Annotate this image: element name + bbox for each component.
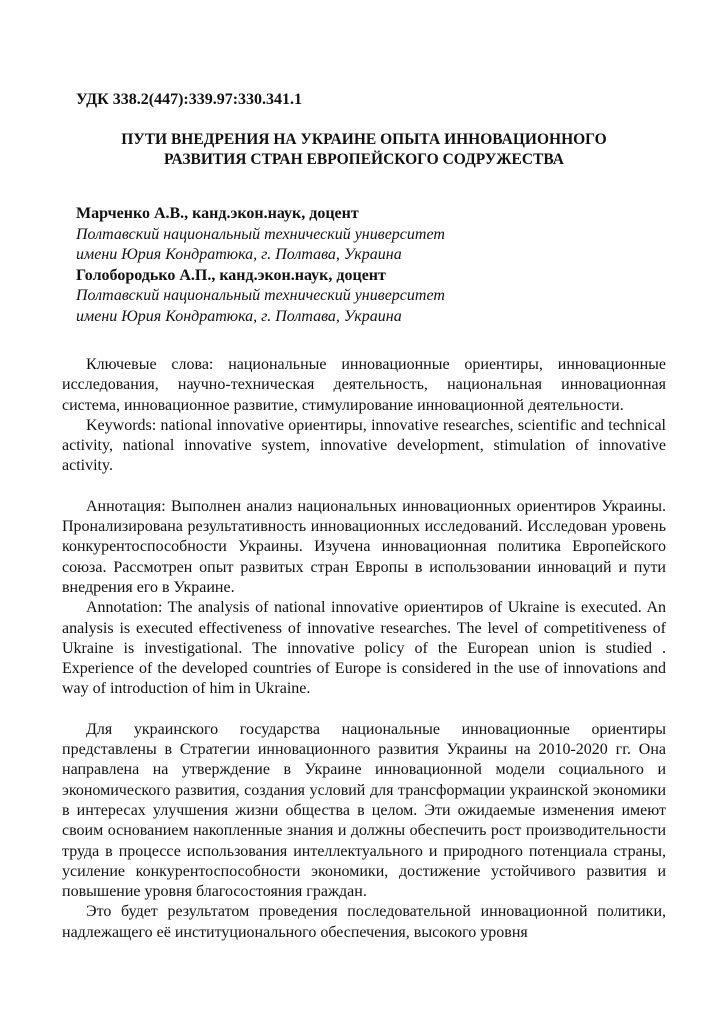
title-line-1: ПУТИ ВНЕДРЕНИЯ НА УКРАИНЕ ОПЫТА ИННОВАЦИОННОГО [121,131,607,148]
author-2-affiliation-line-2: имени Юрия Кондратюка, г. Полтава, Украина [76,307,402,325]
author-1-affiliation-line-2: имени Юрия Кондратюка, г. Полтава, Украина [76,246,402,263]
abstract-en: Annotation: The analysis of national innovative ориентиров of Ukraine is executed. An analysis is executed effectiveness of innovative researches. The level of competitiveness of Ukraine is investigational. The innovative policy of the European union is studied . Experience of the developed countries of Europe is considered in the use of innovations and way of introduction of him in Ukraine. [62,599,666,698]
authors-block [76,204,666,327]
title-line-2: РАЗВИТИЯ СТРАН ЕВРОПЕЙСКОГО СОДРУЖЕСТВА [164,151,564,168]
udc-code: УДК 338.2(447):339.97:330.341.1 [76,91,303,108]
paper-title [62,130,666,170]
section-gap [62,700,666,720]
author-2-affiliation-line-1: Полтавский национальный технический университет [76,287,445,304]
section-gap [62,477,666,497]
keywords-en: Keywords: national innovative ориентиры, innovative researches, scientific and technical activity, national innovative system, innovative development, stimulation of innovative activity. [62,416,666,475]
keywords-ru: Ключевые слова: национальные инновационные ориентиры, инновационные исследования, научно-техническая деятельность, национальная инновационная система, инновационное развитие, стимулирование инновационной деятельности. [62,356,666,414]
author-2-name: Голобородько А.П., канд.экон.наук, доцент [76,266,386,284]
author-1-affiliation-line-1: Полтавский национальный технический университет [76,225,445,243]
body-paragraph-2: Это будет результатом проведения последовательной инновационной политики, надлежащего её институционального обеспечения, высокого уровня [62,903,666,941]
author-1-name: Марченко А.В., канд.экон.наук, доцент [76,205,359,222]
body-paragraph-1: Для украинского государства национальные инновационные ориентиры представлены в Стратегии инновационного развития Украины на 2010-2020 гг. Она направлена на утверждение в Украине инновационной модели социального и экономического развития, создания условий для трансформации украинской экономики в интересах улучшения жизни общества в целом. Эти ожидаемые изменения имеют своим основанием накопленные знания и должны обеспечить рост производительности труда в процессе использования интеллектуального и природного потенциала страны, усиление конкурентоспособности экономики, достижение устойчивого развития и повышение уровня благосостояния граждан. [62,720,666,901]
abstract-ru: Аннотация: Выполнен анализ национальных инновационных ориентиров Украины. Пронализирована результативность инновационных исследований. Исследован уровень конкурентоспособности Украины. Изучена инновационная политика Европейского союза. Рассмотрен опыт развитых стран Европы в использовании инноваций и пути внедрения его в Украине. [62,497,666,596]
document-page [62,90,666,943]
